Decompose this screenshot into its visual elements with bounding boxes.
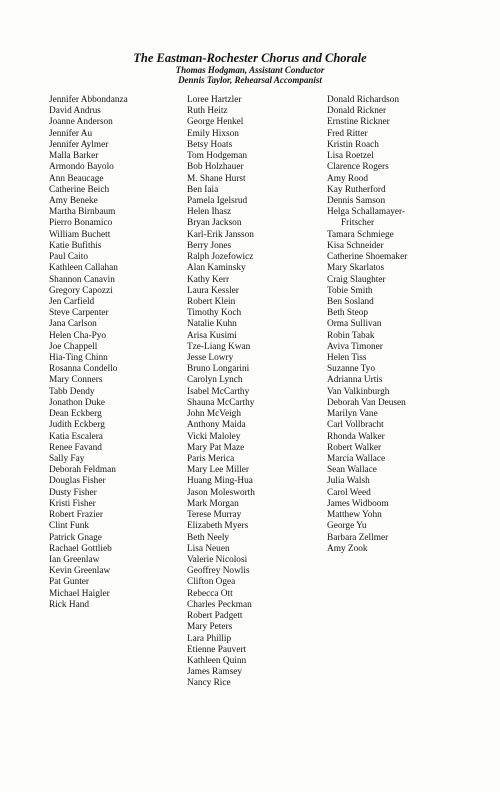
member-name: Jana Carlson — [49, 319, 97, 330]
member-name: Kathy Kerr — [187, 274, 230, 285]
member-name: Etienne Pauvert — [187, 644, 247, 655]
member-name: Katie Bufithis — [49, 240, 102, 251]
member-name: Amy Beneke — [49, 195, 98, 206]
member-name: Dean Eckberg — [49, 409, 102, 420]
member-name: Mary Lee Miller — [187, 465, 249, 476]
member-name: Hia-Ting Chinn — [49, 353, 108, 364]
member-name: Amy Zook — [327, 543, 368, 554]
member-name: Pat Gunter — [49, 577, 90, 588]
member-name: Ernstine Rickner — [327, 117, 390, 128]
member-name: Valerie Nicolosi — [187, 554, 248, 565]
member-name: Tobie Smith — [327, 285, 373, 296]
member-name: Kevin Greenlaw — [49, 566, 111, 577]
member-name: Loree Hartzler — [187, 95, 242, 105]
member-name: Nancy Rice — [187, 678, 231, 689]
member-name: Robert Padgett — [187, 611, 243, 622]
member-name: Jennifer Aylmer — [49, 139, 109, 150]
member-name: Ian Greenlaw — [49, 554, 100, 565]
member-name: Paul Caito — [49, 252, 88, 263]
roster-column-1 — [49, 95, 128, 611]
member-name: Terese Murray — [187, 510, 242, 521]
member-name: Aviva Timoner — [327, 341, 383, 352]
member-name: Steve Carpenter — [49, 308, 109, 319]
member-name: Kristi Fisher — [49, 498, 96, 509]
member-name: Pierro Bonamico — [49, 218, 113, 229]
member-name: Patrick Gnage — [49, 532, 102, 543]
member-name: Emily Hixson — [187, 128, 239, 139]
member-name: William Buchett — [49, 229, 111, 240]
member-name: Clifton Ogea — [187, 577, 236, 588]
member-name: Robin Tabak — [327, 330, 375, 341]
member-name: Natalie Kuhn — [187, 319, 237, 330]
member-name: Paris Merica — [187, 454, 235, 464]
member-name: Bryan Jackson — [187, 218, 242, 229]
member-name: M. Shane Hurst — [187, 173, 246, 184]
member-name: Fred Ritter — [327, 128, 368, 139]
member-name: Ben Sosland — [327, 296, 374, 307]
member-name: Joanne Anderson — [49, 117, 113, 128]
member-name: Suzanne Tyo — [327, 364, 375, 375]
member-name: Michael Haigler — [49, 588, 110, 599]
member-name: Martha Birnbaum — [49, 207, 116, 218]
member-name: Carol Weed — [327, 487, 371, 498]
member-name: Rebecca Ott — [187, 588, 233, 599]
member-name: Lisa Neuen — [187, 543, 230, 554]
member-name: Helen Cha-Pyo — [49, 330, 107, 341]
member-name: Julia Walsh — [327, 476, 370, 487]
member-name: Rhonda Walker — [327, 431, 385, 442]
member-name: Helen Tiss — [327, 353, 367, 364]
member-name: Bruno Longarini — [187, 364, 250, 375]
member-name: Judith Eckberg — [49, 420, 105, 431]
member-name: Joe Chappell — [49, 341, 98, 352]
member-name: Alan Kaminsky — [187, 263, 246, 274]
member-name: Jesse Lowry — [187, 353, 234, 364]
member-name: Armondo Bayolo — [49, 162, 114, 173]
member-name: Carolyn Lynch — [187, 375, 243, 386]
member-name: Adrianna Urtis — [327, 375, 383, 386]
member-name: Jennifer Abbondanza — [49, 95, 128, 105]
member-name: Van Valkinburgh — [327, 386, 390, 397]
member-name: Kisa Schneider — [327, 240, 384, 251]
member-name: Gregory Capozzi — [49, 285, 113, 296]
member-name: Lisa Roetzel — [327, 151, 374, 162]
member-name: Mary Peters — [187, 622, 233, 633]
member-name: Sean Wallace — [327, 465, 377, 476]
member-name: Dusty Fisher — [49, 487, 97, 498]
accompanist-credit: Dennis Taylor, Rehearsal Accompanist — [178, 75, 322, 85]
member-name: Kay Rutherford — [327, 184, 386, 195]
member-name: Katia Escalera — [49, 431, 103, 442]
member-name: Isabel McCarthy — [187, 386, 250, 397]
member-name: Mary Skarlatos — [327, 263, 385, 274]
member-name: Sally Fay — [49, 454, 85, 464]
member-name: Ruth Heitz — [187, 106, 228, 117]
member-name: Shannon Canavin — [49, 274, 115, 285]
member-name: Douglas Fisher — [49, 476, 106, 487]
member-name: James Widboom — [327, 498, 389, 509]
member-name: Clarence Rogers — [327, 162, 389, 173]
member-name: Marcia Wallace — [327, 454, 386, 464]
member-name: Tamara Schmiege — [327, 229, 394, 240]
member-name: Deborah Van Deusen — [327, 397, 406, 408]
member-name: Timothy Koch — [187, 308, 242, 319]
member-name: Geoffrey Nowlis — [187, 566, 250, 577]
member-name: Deborah Feldman — [49, 465, 116, 476]
member-name: Ben Iaia — [187, 184, 219, 195]
member-name: Jennifer Au — [49, 128, 93, 139]
member-name: Robert Walker — [327, 442, 382, 453]
member-name: Jonathon Duke — [49, 397, 106, 408]
member-name: John McVeigh — [187, 409, 241, 420]
member-name: Jason Molesworth — [187, 487, 255, 498]
member-name: Pamela Igelsrud — [187, 195, 248, 206]
member-name: Renee Favand — [49, 442, 102, 453]
member-name: George Yu — [327, 521, 367, 532]
member-name: Mary Pat Maze — [187, 442, 245, 453]
member-name: Vicki Maloley — [187, 431, 241, 442]
member-name: Tom Hodgeman — [187, 151, 248, 162]
roster-column-3 — [327, 95, 407, 555]
member-name: Kathleen Quinn — [187, 655, 247, 666]
member-name: Ralph Jozefowicz — [187, 252, 254, 263]
member-name: Helen Ihasz — [187, 207, 232, 218]
member-name: Karl-Erik Jansson — [187, 229, 254, 240]
member-name: Dennis Samson — [327, 195, 386, 206]
member-name: Rick Hand — [49, 599, 90, 610]
member-name: Tze-Liang Kwan — [187, 341, 251, 352]
member-name: Fritscher — [341, 218, 375, 229]
member-name: Marilyn Vane — [327, 409, 378, 420]
member-name: Shauna McCarthy — [187, 397, 255, 408]
member-name: Anthony Maida — [187, 420, 246, 431]
member-name: Clint Funk — [49, 521, 90, 532]
assistant-conductor-credit: Thomas Hodgman, Assistant Conductor — [175, 65, 325, 75]
member-name: Betsy Hoats — [187, 139, 233, 150]
member-name: Catherine Beich — [49, 184, 110, 195]
member-name: Orma Sullivan — [327, 319, 382, 330]
member-name: Catherine Shoemaker — [327, 252, 408, 263]
member-name: Ann Beaucage — [49, 173, 104, 184]
ensemble-title: The Eastman-Rochester Chorus and Chorale — [133, 51, 367, 65]
roster-header — [0, 52, 500, 85]
member-name: Bob Holzhauer — [187, 162, 244, 173]
member-name: Laura Kessler — [187, 285, 239, 296]
member-name: Kathleen Callahan — [49, 263, 118, 274]
member-name: Berry Jones — [187, 240, 232, 251]
member-name: Charles Peckman — [187, 599, 252, 610]
roster-column-2 — [187, 95, 255, 690]
member-name: Robert Klein — [187, 296, 236, 307]
member-name: Rachael Gottlieb — [49, 543, 112, 554]
member-name: Arisa Kusimi — [187, 330, 237, 341]
member-name: James Ramsey — [187, 667, 242, 678]
member-name: David Andrus — [49, 106, 101, 117]
member-name: Kristin Roach — [327, 139, 379, 150]
member-name: Barbara Zellmer — [327, 532, 389, 543]
member-name: Mark Morgan — [187, 498, 239, 509]
member-name: Carl Vollbracht — [327, 420, 384, 431]
member-name: Craig Slaughter — [327, 274, 386, 285]
member-name: Mary Conners — [49, 375, 103, 386]
member-name: Rosanna Condello — [49, 364, 118, 375]
member-name: Tabb Dendy — [49, 386, 95, 397]
member-name: Beth Steop — [327, 308, 369, 319]
member-name: Donald Rickner — [327, 106, 387, 117]
member-name: Helga Schallamayer- — [327, 207, 406, 218]
member-name: Donald Richardson — [327, 95, 400, 105]
member-name: Beth Neely — [187, 532, 230, 543]
member-name: Matthew Yohn — [327, 510, 382, 521]
member-name: George Henkel — [187, 117, 244, 128]
member-name: Robert Frazier — [49, 510, 103, 521]
member-name: Lara Phillip — [187, 633, 232, 644]
member-name: Jen Carfield — [49, 296, 95, 307]
member-name: Amy Rood — [327, 173, 369, 184]
member-name: Huang Ming-Hua — [187, 476, 253, 487]
member-name: Elizabeth Myers — [187, 521, 249, 532]
member-name: Malla Barker — [49, 151, 99, 162]
